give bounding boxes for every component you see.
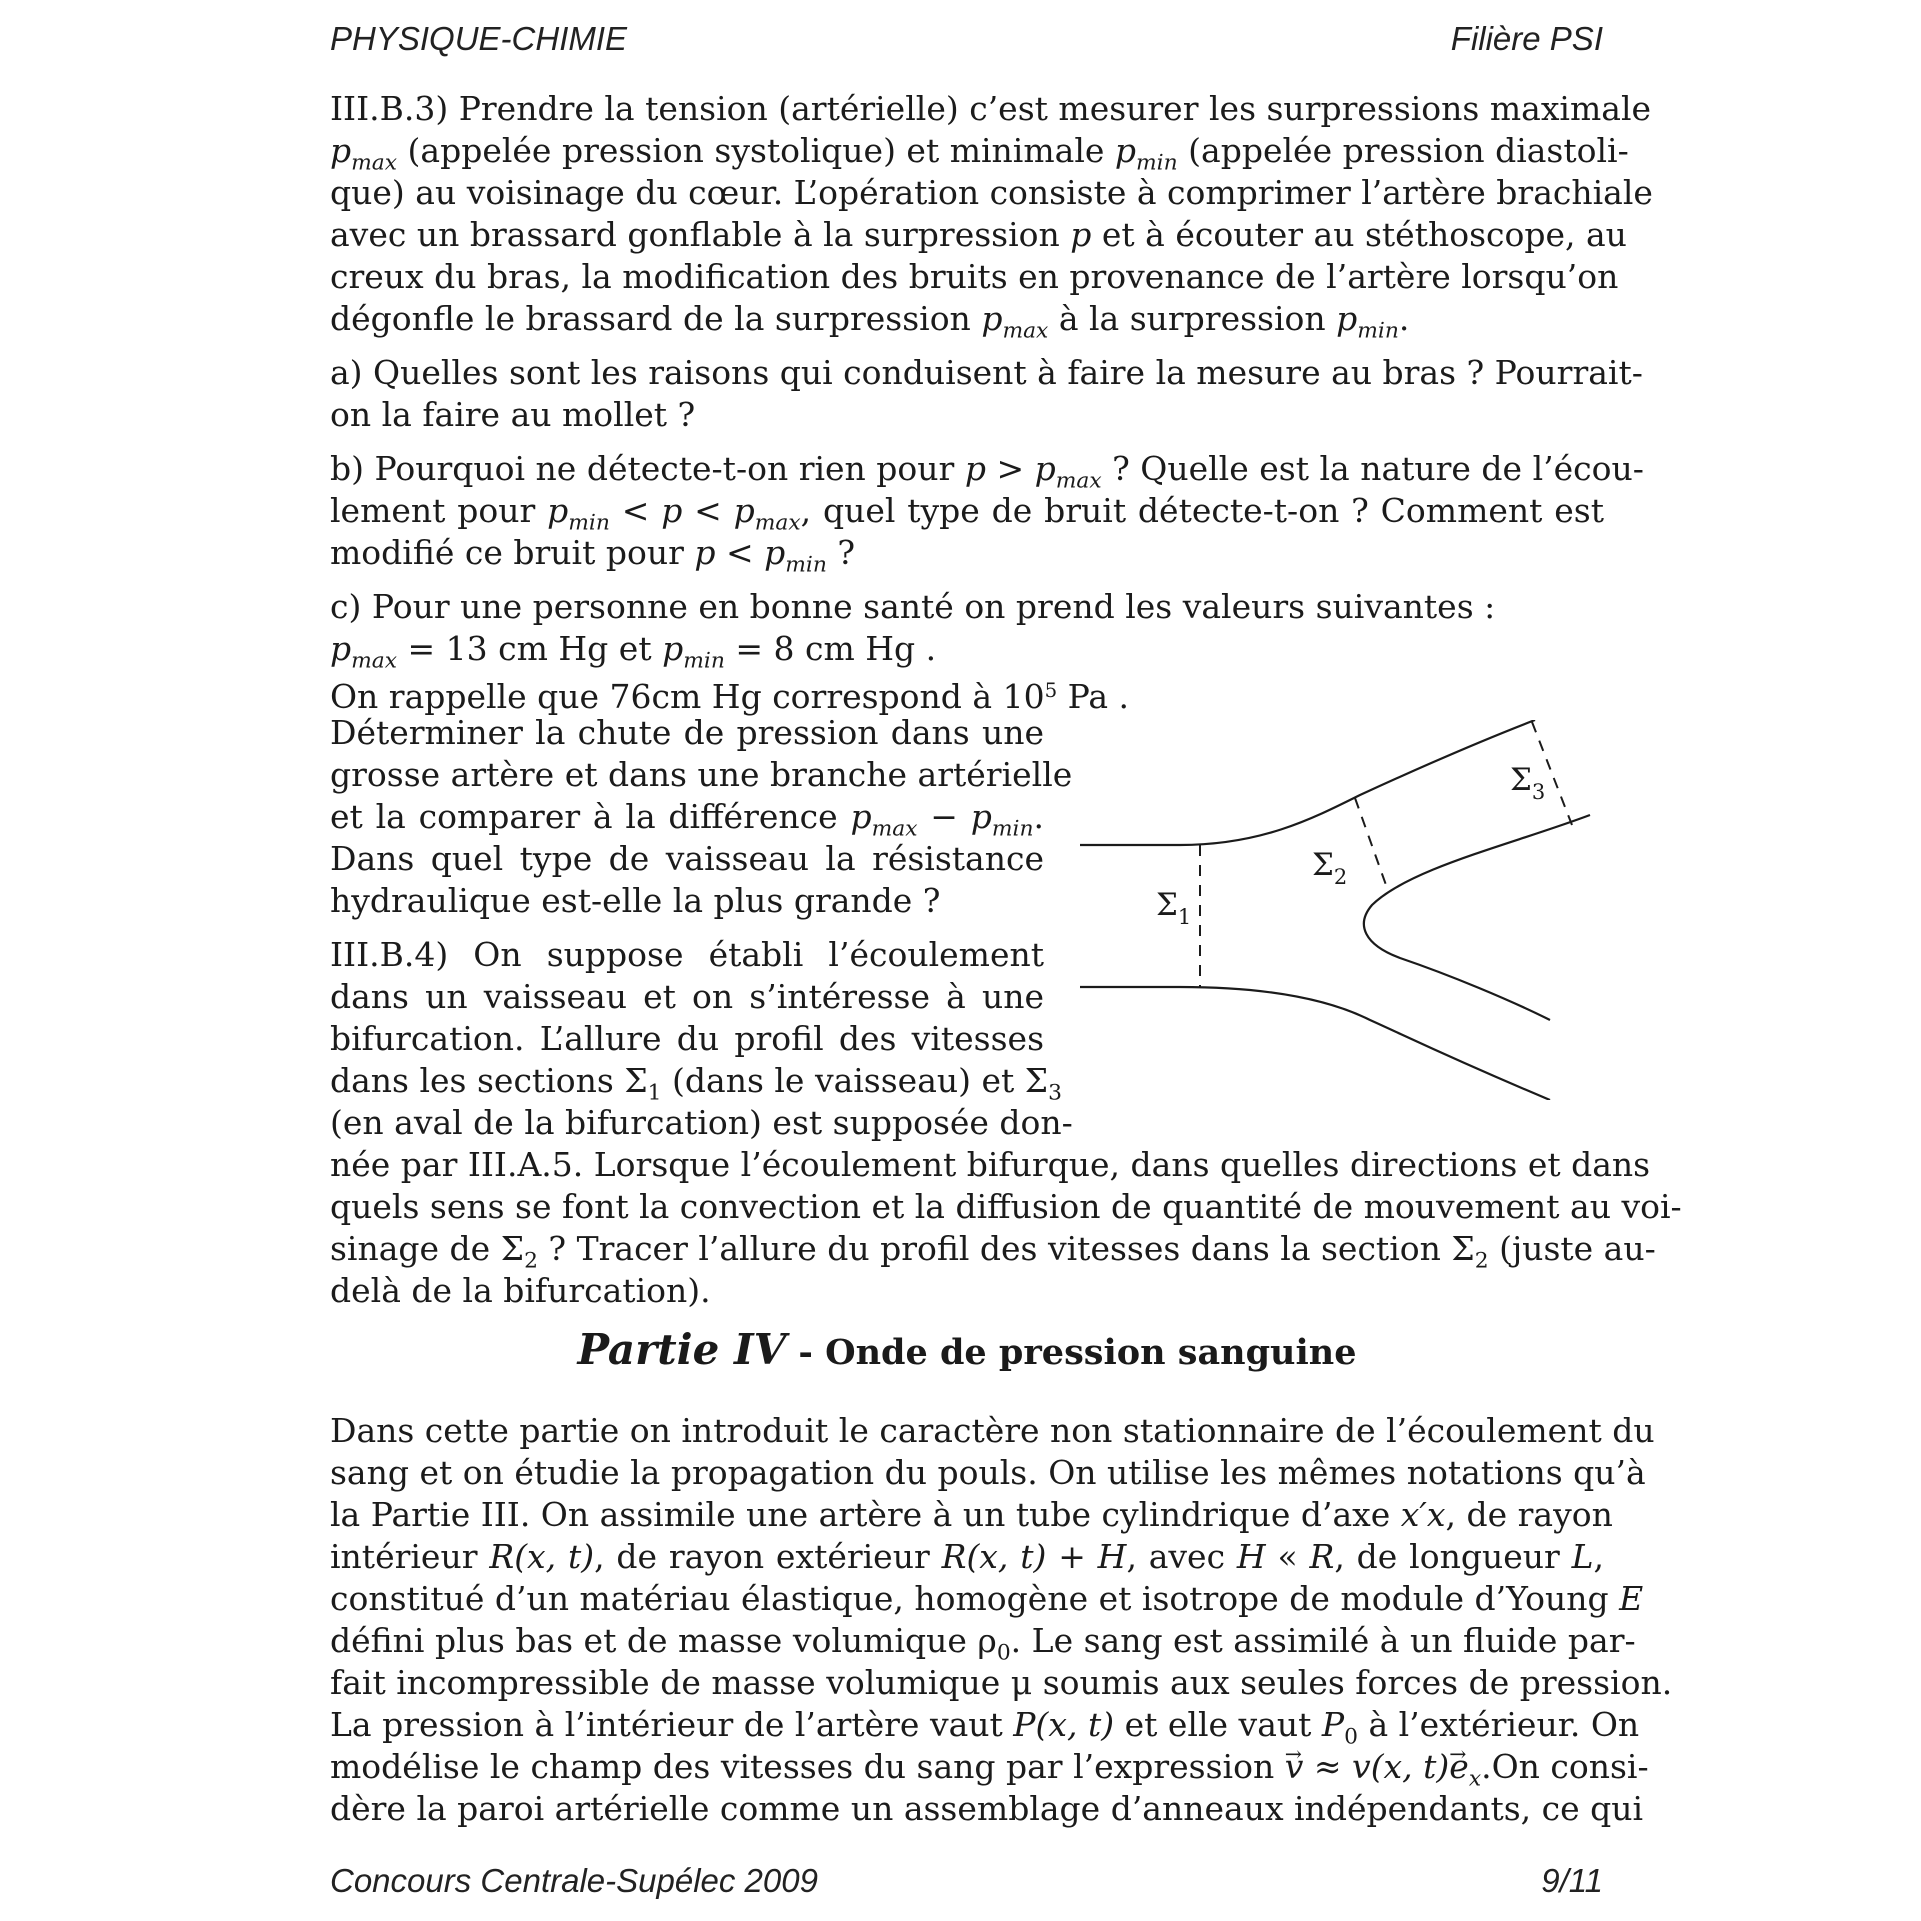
section-sigma2-line: [1355, 798, 1386, 885]
sigma3-label: $\Sigma_3$: [1510, 762, 1546, 804]
text-line: modifié ce bruit pour $p < p_{min}$ ?: [330, 533, 856, 578]
text-line: dère la paroi artérielle comme un assemblage d’anneaux indépendants, ce qui: [330, 1789, 1644, 1828]
text-line: la Partie III. On assimile une artère à un tube cylindrique d’axe x′x, de rayon: [330, 1495, 1613, 1534]
text-line: dégonfle le brassard de la surpression $p_{max}$ à la surpression $p_{min}$.: [330, 299, 1410, 344]
header-track: Filière PSI: [1450, 20, 1603, 57]
text-line: $p_{max}$ (appelée pression systolique) et minimale $p_{min}$ (appelée pression diastoli-: [330, 131, 1629, 176]
footer-page-number: 9/11: [1541, 1862, 1603, 1899]
text-line: hydraulique est-elle la plus grande ?: [330, 881, 941, 920]
text-line: III.B.4) On suppose établi l’écoulement: [330, 935, 1044, 974]
text-line: La pression à l’intérieur de l’artère vaut P(x, t) et elle vaut $P_0$ à l’extérieur. On: [330, 1705, 1640, 1750]
header-subject: PHYSIQUE-CHIMIE: [330, 20, 628, 57]
text-line: modélise le champ des vitesses du sang par l’expression → v ≈ v(x, $t)\to e_x.On$ consi-: [330, 1746, 1604, 1801]
text-line: défini plus bas et de masse volumique $\rho_0$. Le sang est assimilé à un fluide par-: [330, 1621, 1636, 1666]
text-line: Dans quel type de vaisseau la résistance: [330, 839, 1044, 878]
sigma1-label: $\Sigma_1$: [1156, 887, 1192, 929]
text-line: delà de la bifurcation).: [330, 1271, 711, 1310]
text-line: dans un vaisseau et on s’intéresse à une: [330, 977, 1044, 1016]
footer-contest: Concours Centrale-Supélec 2009: [330, 1862, 818, 1899]
text-line: a) Quelles sont les raisons qui conduisent à faire la mesure au bras ? Pourrait-: [330, 353, 1643, 392]
bifurcation-figure: [1070, 720, 1610, 1100]
text-line: intérieur R(x, t), de rayon extérieur R(x, t) + H, avec H « R, de longueur L,: [330, 1537, 1605, 1576]
text-line: lement pour $p_{min} < p < p_{max}$, quel type de bruit détecte-t-on ? Comment est: [330, 491, 1604, 536]
text-line: constitué d’un matériau élastique, homogène et isotrope de module d’Young E: [330, 1579, 1644, 1618]
text-line: née par III.A.5. Lorsque l’écoulement bifurque, dans quelles directions et dans: [330, 1145, 1651, 1184]
text-line: avec un brassard gonflable à la surpression p et à écouter au stéthoscope, au: [330, 215, 1627, 254]
section-sigma3-line: [1532, 722, 1572, 825]
text-line: sinage de $\Sigma_2$ ? Tracer l’allure du profil des vitesses dans la section $\Sigma_2$ (juste au-: [330, 1229, 1656, 1274]
vessel-upper-wall: [1080, 720, 1535, 845]
text-line: creux du bras, la modification des bruits en provenance de l’artère lorsqu’on: [330, 257, 1619, 296]
section-heading: Partie IV - Onde de pression sanguine: [577, 1325, 1357, 1374]
text-line: fait incompressible de masse volumique μ soumis aux seules forces de pression.: [330, 1663, 1673, 1702]
text-line: Dans cette partie on introduit le caractère non stationnaire de l’écoulement du: [330, 1411, 1655, 1450]
text-line: grosse artère et dans une branche artérielle: [330, 755, 1073, 794]
text-line: quels sens se font la convection et la diffusion de quantité de mouvement au voi-: [330, 1187, 1682, 1226]
text-line: et la comparer à la différence $p_{max} - p_{min}$.: [330, 797, 1044, 842]
vessel-lower-wall: [1080, 987, 1550, 1100]
text-line: on la faire au mollet ?: [330, 395, 696, 434]
sigma2-label: $\Sigma_2$: [1312, 847, 1348, 889]
text-line: c) Pour une personne en bonne santé on prend les valeurs suivantes :: [330, 587, 1496, 626]
text-line: III.B.3) Prendre la tension (artérielle) c’est mesurer les surpressions maximale: [330, 89, 1652, 128]
text-line: b) Pourquoi ne détecte-t-on rien pour $p > p_{max}$ ? Quelle est la nature de l’écou-: [330, 449, 1644, 494]
text-line: dans les sections $\Sigma_1$ (dans le vaisseau) et $\Sigma_3$: [330, 1061, 1062, 1106]
text-line: sang et on étudie la propagation du pouls. On utilise les mêmes notations qu’à: [330, 1453, 1646, 1492]
text-line: bifurcation. L’allure du profil des vitesses: [330, 1019, 1044, 1058]
text-line: que) au voisinage du cœur. L’opération consiste à comprimer l’artère brachiale: [330, 173, 1653, 212]
text-line: (en aval de la bifurcation) est supposée don-: [330, 1103, 1073, 1142]
branch-inner-wall: [1364, 815, 1590, 1020]
text-line: On rappelle que 76cm Hg correspond à $10^5$ Pa .: [330, 676, 1130, 716]
text-line: $p_{max} = 13$ cm Hg et $p_{min} = 8$ cm Hg .: [330, 629, 937, 674]
text-line: Déterminer la chute de pression dans une: [330, 713, 1044, 752]
